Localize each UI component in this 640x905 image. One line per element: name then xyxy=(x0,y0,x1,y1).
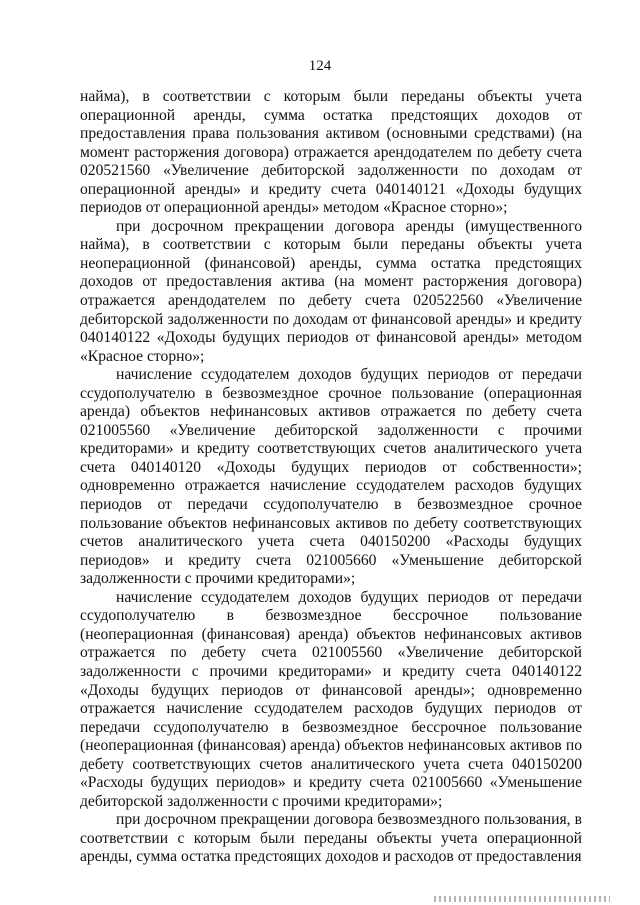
paragraph-indefinite-use: начисление ссудодателем доходов будущих периодов от передачи ссудополучателю в безвозмездное бессрочное пользование (неоперационная (финансовая) аренда) объектов нефинансовых активов отражается по дебету счета 021005560 «Увеличение дебиторской задолженности с прочими кредиторами» и кредиту счета 040140122 «Доходы будущих периодов от финансовой аренды»; одновременно отражается начисление ссудодателем расходов будущих периодов от передачи ссудополучателю в безвозмездное бессрочное пользование (неоперационная (финансовая) аренда) объектов нефинансовых активов по дебету соответствующих счетов аналитического учета счета 040150200 «Расходы будущих периодов» и кредиту счета 021005660 «Уменьшение дебиторской задолженности с прочими кредиторами»; xyxy=(80,588,582,810)
scan-artifact xyxy=(434,896,610,902)
document-body xyxy=(80,88,582,867)
paragraph-early-termination-free-use: при досрочном прекращении договора безвозмездного пользования, в соответствии с которым были переданы объекты учета операционной аренды, сумма остатка предстоящих доходов и расходов от предоставления xyxy=(80,811,582,866)
page-number: 124 xyxy=(308,58,332,74)
paragraph-early-termination-lease: при досрочном прекращении договора аренды (имущественного найма), в соответствии с которым были переданы объекты учета неоперационной (финансовой) аренды, сумма остатка предстоящих доходов от предоставления актива (на момент расторжения договора) отражается арендодателем по дебету счета 020522560 «Увеличение дебиторской задолженности по доходам от финансовой аренды» и кредиту 040140122 «Доходы будущих периодов от финансовой аренды» методом «Красное сторно»; xyxy=(80,217,582,365)
paragraph-fixed-term-use: начисление ссудодателем доходов будущих периодов от передачи ссудополучателю в безвозмездное срочное пользование (операционная аренда) объектов нефинансовых активов отражается по дебету счета 021005560 «Увеличение дебиторской задолженности с прочими кредиторами» и кредиту соответствующих счетов аналитического учета счета 040140120 «Доходы будущих периодов от собственности»; одновременно отражается начисление ссудодателем расходов будущих периодов от передачи ссудополучателю в безвозмездное срочное пользование объектов нефинансовых активов по дебету соответствующих счетов аналитического учета счета 040150200 «Расходы будущих периодов» и кредиту счета 021005660 «Уменьшение дебиторской задолженности с прочими кредиторами»; xyxy=(80,366,582,588)
paragraph-continuation: найма), в соответствии с которым были переданы объекты учета операционной аренды, сумма остатка предстоящих доходов от предоставления права пользования активом (основными средствами) (на момент расторжения договора) отражается арендодателем по дебету счета 020521560 «Увеличение дебиторской задолженности по доходам от операционной аренды» и кредиту счета 040140121 «Доходы будущих периодов от операционной аренды» методом «Красное сторно»; xyxy=(80,88,582,217)
